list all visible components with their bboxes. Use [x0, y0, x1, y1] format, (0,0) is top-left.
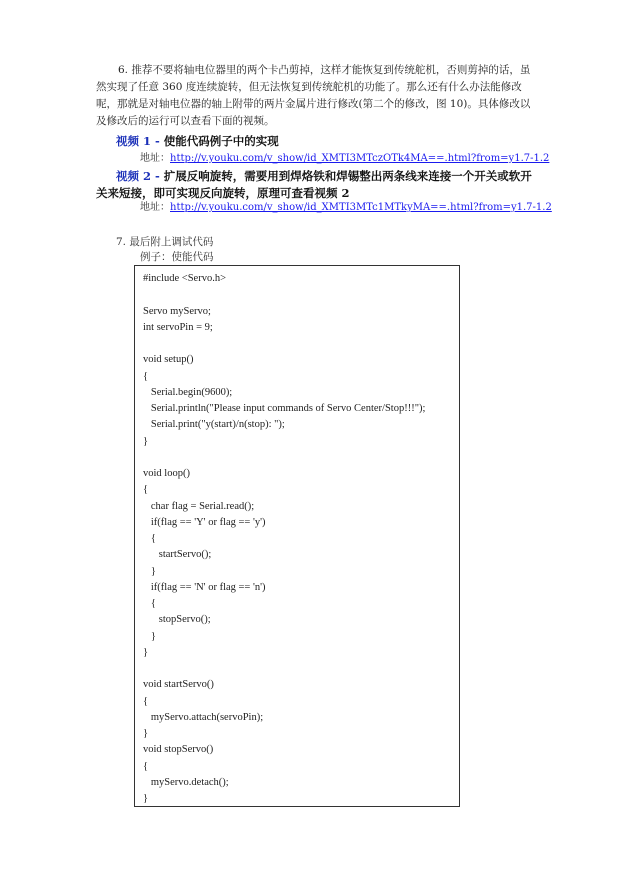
code-line: {: [143, 370, 149, 382]
video-1-address: [140, 152, 549, 166]
code-line: }: [143, 435, 149, 447]
video-2-address: [140, 201, 552, 215]
code-line: myServo.detach();: [143, 776, 229, 788]
code-line: Servo myServo;: [143, 305, 211, 317]
code-line: void setup(): [143, 354, 194, 366]
code-line: [143, 450, 425, 466]
code-line: #include <Servo.h>: [143, 273, 226, 284]
code-line: void stopServo(): [143, 744, 214, 756]
code-line: stopServo();: [143, 614, 211, 626]
code-line: {: [143, 484, 149, 496]
code-line: void loop(): [143, 468, 190, 479]
code-listing: [143, 271, 425, 807]
code-line: [143, 287, 425, 303]
code-line: {: [143, 533, 156, 544]
code-line: int servoPin = 9;: [143, 321, 213, 333]
code-block: [134, 265, 460, 807]
video-1-address-label: 地址：: [140, 153, 170, 164]
video-2-link[interactable]: http://v.youku.com/v_show/id_XMTI3MTc1MTkyMA==.html?from=y1.7-1.2: [170, 202, 552, 213]
code-line: }: [143, 793, 149, 804]
code-line: if(flag == 'N' or flag == 'n'): [143, 581, 266, 593]
code-line: Serial.begin(9600);: [143, 386, 233, 398]
code-line: [143, 661, 425, 677]
code-line: startServo();: [143, 549, 212, 561]
item-6-paragraph: 6. 推荐不要将轴电位器里的两个卡凸剪掉，这样才能恢复到传统舵机，否则剪掉的话，虽然实现了任意 360 度连续旋转，但无法恢复到传统舵机的功能了。那么还有什么办法能修改呢，那就是对轴电位器的轴上附带的两片金属片进行修改(第二个的修改，图 10)。具体修改以及修改后的运行可以查看下面的视频。: [96, 64, 531, 127]
video-1-description: 使能代码例子中的实现: [159, 134, 279, 148]
code-line: }: [143, 646, 149, 658]
code-line: [143, 336, 425, 352]
code-line: Serial.println("Please input commands of Servo Center/Stop!!!");: [143, 403, 426, 414]
video-1-link[interactable]: http://v.youku.com/v_show/id_XMTI3MTczOTk4MA==.html?from=y1.7-1.2: [170, 153, 550, 164]
code-line: {: [143, 695, 149, 707]
code-line: myServo.attach(servoPin);: [143, 711, 264, 723]
video-2-address-label: 地址：: [140, 202, 170, 213]
code-line: }: [143, 728, 149, 739]
code-line: char flag = Serial.read();: [143, 500, 255, 512]
code-line: Serial.print("y(start)/n(stop): ");: [143, 419, 285, 431]
code-line: }: [143, 630, 156, 642]
code-line: {: [143, 760, 149, 772]
video-1-label: 视频 1 -: [116, 134, 160, 148]
video-2-description: 扩展反响旋转，需要用到焊烙铁和焊锡整出两条线来连接一个开关或软开关来短接，即可实现反向旋转，原理可查看视频 2: [96, 169, 532, 200]
code-line: {: [143, 598, 156, 609]
video-2-line: [96, 168, 536, 202]
item-7-heading: 7. 最后附上调试代码: [116, 236, 214, 248]
code-line: }: [143, 565, 156, 577]
example-label: 例子：使能代码: [140, 251, 214, 263]
code-line: if(flag == 'Y' or flag == 'y'): [143, 516, 266, 528]
code-line: void startServo(): [143, 679, 214, 691]
video-2-label: 视频 2 -: [116, 169, 160, 183]
video-1-line: [96, 133, 536, 150]
